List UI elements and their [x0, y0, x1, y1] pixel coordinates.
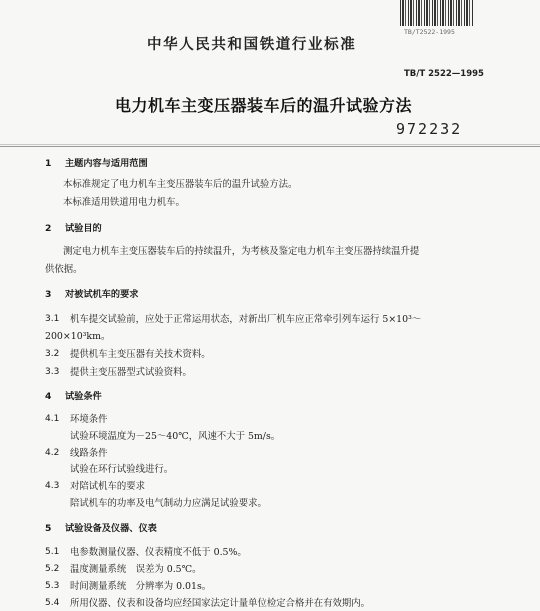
stamp-number: 972232	[396, 120, 463, 138]
item-text: 机车提交试验前，应处于正常运用状态，对新出厂机车应正常牵引列车运行 5×10³～	[70, 314, 422, 325]
item-number: 5.3	[45, 581, 60, 591]
item-number: 5.4	[45, 598, 60, 608]
item-text: 环境条件	[70, 414, 108, 425]
section-heading-5	[45, 522, 157, 536]
item-text: 提供主变压器型式试验资料。	[70, 367, 192, 378]
item-number: 3.1	[45, 314, 60, 324]
item-text: 提供机车主变压器有关技术资料。	[70, 349, 211, 360]
header-divider-dark	[0, 146, 540, 147]
item-text: 温度测量系统 误差为 0.5℃。	[70, 564, 202, 575]
section-number: 1	[45, 158, 52, 169]
section-title: 试验目的	[65, 223, 102, 234]
section-number: 2	[45, 223, 52, 234]
item-text: 线路条件	[70, 448, 108, 459]
section-heading-1	[45, 157, 148, 171]
section-title: 对被试机车的要求	[65, 289, 139, 300]
header-divider	[0, 144, 540, 145]
section-heading-2	[45, 222, 102, 236]
item-continuation: 陪试机车的功率及电气制动力应满足试验要求。	[70, 498, 267, 509]
section-title: 试验条件	[65, 391, 102, 402]
paragraph-line: 测定电力机车主变压器装车后的持续温升，为考核及鉴定电力机车主变压器持续温升提	[63, 246, 420, 257]
standard-number: TB/T 2522—1995	[404, 69, 484, 79]
item-number: 5.2	[45, 564, 60, 574]
section-heading-3	[45, 288, 139, 302]
item-number: 3.3	[45, 367, 60, 377]
item-number: 4.2	[45, 448, 60, 458]
barcode-code: TB/T2522-1995	[404, 28, 455, 36]
section-number: 3	[45, 289, 52, 300]
section-number: 4	[45, 391, 52, 402]
item-continuation: 试验环境温度为－25～40℃，风速不大于 5m/s。	[70, 431, 281, 442]
section-title: 主题内容与适用范围	[65, 158, 148, 169]
paragraph-line: 供依据。	[45, 264, 83, 275]
item-number: 3.2	[45, 349, 60, 359]
document-body	[0, 150, 540, 611]
standard-header-title: 中华人民共和国铁道行业标准	[147, 37, 357, 53]
item-text: 所用仪器、仪表和设备均应经国家法定计量单位检定合格并在有效期内。	[70, 598, 371, 609]
document-title: 电力机车主变压器装车后的温升试验方法	[115, 96, 413, 115]
item-number: 5.1	[45, 547, 60, 557]
section-number: 5	[45, 523, 52, 534]
section-title: 试验设备及仪器、仪表	[65, 523, 157, 534]
item-continuation: 200×10³km。	[45, 331, 111, 342]
barcode-graphic	[400, 0, 474, 26]
paragraph-line: 本标准适用铁道用电力机车。	[63, 197, 185, 208]
item-text: 时间测量系统 分辨率为 0.01s。	[70, 581, 212, 592]
paragraph-line: 本标准规定了电力机车主变压器装车后的温升试验方法。	[63, 179, 298, 190]
item-number: 4.1	[45, 414, 60, 424]
item-continuation: 试验在环行试验线进行。	[70, 464, 174, 475]
item-number: 4.3	[45, 481, 60, 491]
section-heading-4	[45, 390, 102, 404]
item-text: 对陪试机车的要求	[70, 481, 146, 492]
item-text: 电参数测量仪器、仪表精度不低于 0.5%。	[70, 547, 247, 558]
